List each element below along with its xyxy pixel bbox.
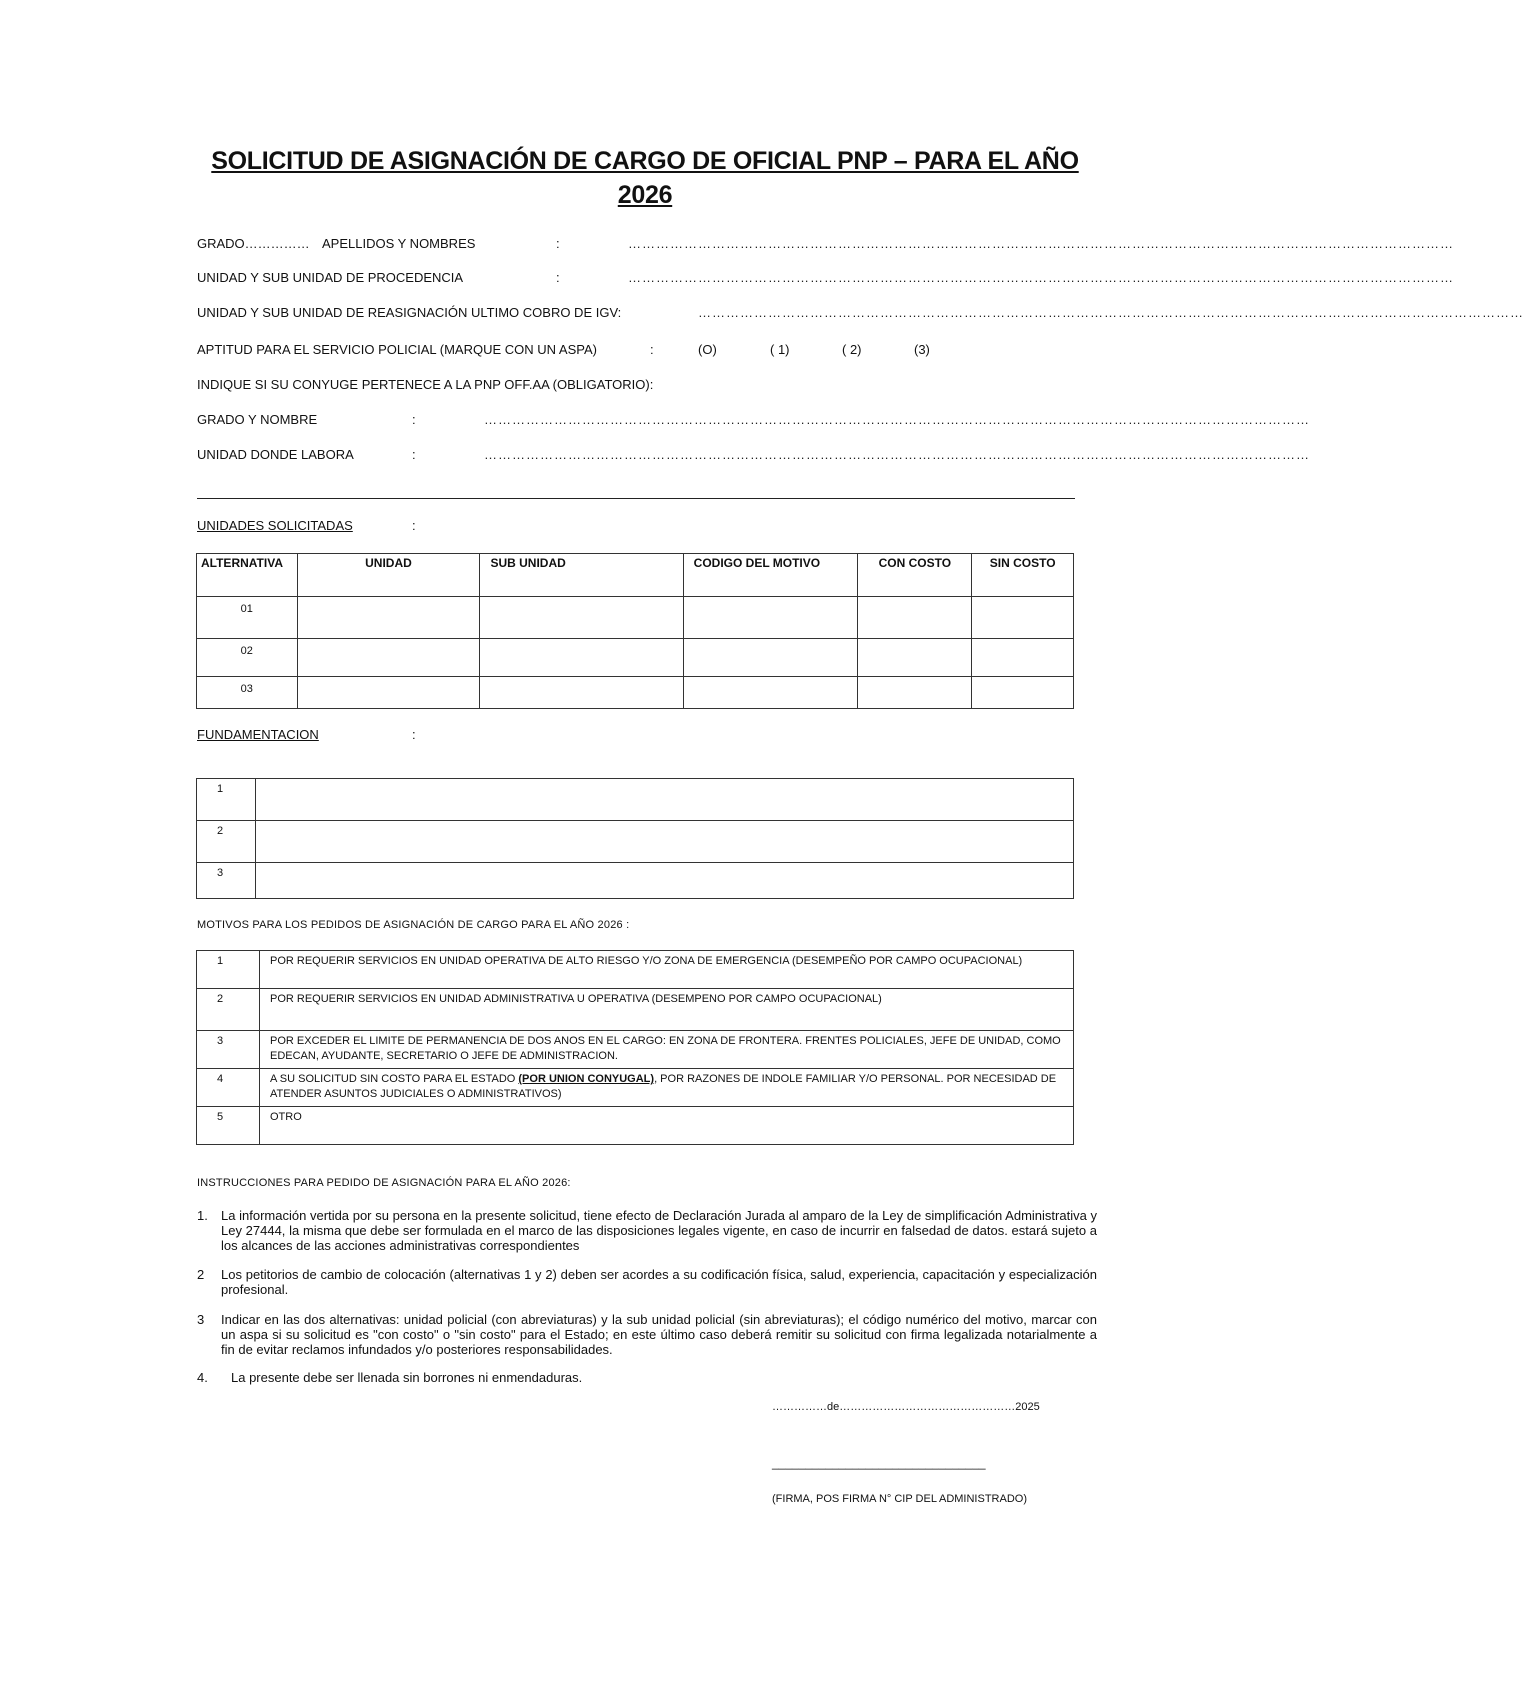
sin-costo-cell[interactable] <box>972 677 1074 709</box>
colon: : <box>412 727 416 742</box>
motivos-table <box>196 950 1074 1145</box>
col-sin-costo: SIN COSTO <box>972 554 1074 597</box>
aptitud-label: APTITUD PARA EL SERVICIO POLICIAL (MARQUE CON UN ASPA) <box>197 342 597 357</box>
motivo-text-bold: (POR UNION CONYUGAL) <box>518 1073 655 1085</box>
con-costo-cell[interactable] <box>858 639 972 677</box>
colon: : <box>412 518 416 533</box>
table-row <box>197 1069 1074 1107</box>
unidad-cell[interactable] <box>297 677 480 709</box>
instruccion-item <box>197 1370 1097 1385</box>
motivo-number: 2 <box>197 989 260 1031</box>
motivo-text: OTRO <box>260 1107 1074 1145</box>
motivo-text: POR EXCEDER EL LIMITE DE PERMANENCIA DE DOS ANOS EN EL CARGO: EN ZONA DE FRONTERA. FRENTES POLICIALES, JEFE DE UNIDAD, COMO EDECAN, AYUDANTE, SECRETARIO O JEFE DE ADMINISTRACION. <box>260 1031 1074 1069</box>
colon: : <box>412 412 416 427</box>
col-con-costo: CON COSTO <box>858 554 972 597</box>
motivo-text-post: , POR RAZONES DE INDOLE FAMILIAR Y/O PERSONAL. POR NECESIDAD DE ATENDER ASUNTOS JUDICIALES O ADMINISTRATIVOS) <box>270 1073 1057 1100</box>
motivos-label: MOTIVOS PARA LOS PEDIDOS DE ASIGNACIÓN DE CARGO PARA EL AÑO 2026 : <box>197 919 630 931</box>
colon: : <box>412 447 416 462</box>
table-row <box>197 821 1074 863</box>
unidad-procedencia-blank[interactable]: …………………………………………………………………………………………………………………………………………………………… <box>628 270 1454 285</box>
table-row <box>197 779 1074 821</box>
aptitud-option-o[interactable]: (O) <box>698 342 717 357</box>
sin-costo-cell[interactable] <box>972 639 1074 677</box>
instruccion-number: 4. <box>197 1370 208 1385</box>
unidad-labora-label: UNIDAD DONDE LABORA <box>197 447 354 462</box>
unidad-reasignacion-blank[interactable]: …………………………………………………………………………………………………………………………………………………………… <box>698 305 1524 320</box>
document-title <box>190 144 1100 212</box>
row-number: 3 <box>197 863 256 899</box>
signature-caption: (FIRMA, POS FIRMA N° CIP DEL ADMINISTRADO) <box>772 1493 1027 1505</box>
sub-unidad-cell[interactable] <box>480 597 683 639</box>
apellidos-label: APELLIDOS Y NOMBRES <box>322 236 476 251</box>
row-number: 01 <box>197 597 298 639</box>
instruccion-item <box>197 1267 1097 1297</box>
motivo-text: POR REQUERIR SERVICIOS EN UNIDAD ADMINISTRATIVA U OPERATIVA (DESEMPENO POR CAMPO OCUPACIONAL) <box>260 989 1074 1031</box>
instrucciones-label: INSTRUCCIONES PARA PEDIDO DE ASIGNACIÓN PARA EL AÑO 2026: <box>197 1177 571 1189</box>
unidad-reasignacion-label: UNIDAD Y SUB UNIDAD DE REASIGNACIÓN ULTIMO COBRO DE IGV: <box>197 305 622 320</box>
grado-label: GRADO…………… <box>197 236 310 251</box>
instruccion-number: 1. <box>197 1208 208 1223</box>
instruccion-text: Los petitorios de cambio de colocación (alternativas 1 y 2) deben ser acordes a su codificación física, salud, experiencia, capacitación y especialización profesional. <box>221 1267 1097 1297</box>
col-codigo-motivo: CODIGO DEL MOTIVO <box>683 554 858 597</box>
aptitud-option-1[interactable]: ( 1) <box>770 342 790 357</box>
unidad-cell[interactable] <box>297 639 480 677</box>
motivo-number: 1 <box>197 951 260 989</box>
instruccion-item <box>197 1208 1097 1253</box>
separator-line <box>197 498 1075 499</box>
title-line-2: 2026 <box>617 181 673 209</box>
table-row <box>197 863 1074 899</box>
col-sub-unidad: SUB UNIDAD <box>480 554 683 597</box>
table-row <box>197 1031 1074 1069</box>
sub-unidad-cell[interactable] <box>480 677 683 709</box>
fundamentacion-cell[interactable] <box>256 863 1074 899</box>
table-row <box>197 951 1074 989</box>
title-line-1: SOLICITUD DE ASIGNACIÓN DE CARGO DE OFICIAL PNP – PARA EL AÑO <box>211 147 1079 175</box>
instruccion-text: La presente debe ser llenada sin borrones ni enmendaduras. <box>231 1370 583 1385</box>
con-costo-cell[interactable] <box>858 677 972 709</box>
colon: : <box>650 342 654 357</box>
fundamentacion-table <box>196 778 1074 899</box>
grado-nombre-label: GRADO Y NOMBRE <box>197 412 318 427</box>
unidad-cell[interactable] <box>297 597 480 639</box>
unidad-procedencia-label: UNIDAD Y SUB UNIDAD DE PROCEDENCIA <box>197 270 464 285</box>
table-row <box>197 677 1074 709</box>
colon: : <box>556 236 560 251</box>
codigo-cell[interactable] <box>683 597 858 639</box>
motivo-number: 4 <box>197 1069 260 1107</box>
instruccion-item <box>197 1312 1097 1357</box>
motivo-text: POR REQUERIR SERVICIOS EN UNIDAD OPERATIVA DE ALTO RIESGO Y/O ZONA DE EMERGENCIA (DESEMPEÑO POR CAMPO OCUPACIONAL) <box>260 951 1074 989</box>
aptitud-option-2[interactable]: ( 2) <box>842 342 862 357</box>
fundamentacion-label: FUNDAMENTACION <box>197 727 319 742</box>
instruccion-number: 3 <box>197 1312 205 1327</box>
motivo-number: 3 <box>197 1031 260 1069</box>
instruccion-text: Indicar en las dos alternativas: unidad policial (con abreviaturas) y la sub unidad policial (sin abreviaturas); el código numérico del motivo, marcar con un aspa si su solicitud es "con costo" o "sin costo" para el Estado; en este último caso deberá remitir su solicitud con firma legalizada notarialmente a fin de evitar reclamos infundados y/o posteriores responsabilidades. <box>221 1312 1097 1357</box>
row-number: 03 <box>197 677 298 709</box>
row-number: 2 <box>197 821 256 863</box>
date-line[interactable]: ……………de…………………………………………2025 <box>772 1401 1040 1413</box>
sin-costo-cell[interactable] <box>972 597 1074 639</box>
grado-nombre-blank[interactable]: …………………………………………………………………………………………………………………………………………………………… <box>484 412 1310 427</box>
unidades-table <box>196 553 1074 709</box>
motivo-text-pre: A SU SOLICITUD SIN COSTO PARA EL ESTADO <box>270 1073 519 1085</box>
codigo-cell[interactable] <box>683 677 858 709</box>
unidades-solicitadas-label: UNIDADES SOLICITADAS <box>197 518 353 533</box>
motivo-text <box>260 1069 1074 1107</box>
fundamentacion-cell[interactable] <box>256 821 1074 863</box>
table-row <box>197 639 1074 677</box>
colon: : <box>556 270 560 285</box>
table-header-row <box>197 554 1074 597</box>
col-alternativa: ALTERNATIVA <box>197 554 298 597</box>
table-row <box>197 989 1074 1031</box>
fundamentacion-cell[interactable] <box>256 779 1074 821</box>
apellidos-blank[interactable]: …………………………………………………………………………………………………………………………………………………………… <box>628 236 1454 251</box>
unidad-labora-blank[interactable]: …………………………………………………………………………………………………………………………………………………………… <box>484 447 1310 462</box>
col-unidad: UNIDAD <box>297 554 480 597</box>
signature-line[interactable]: ________________________________ <box>772 1456 986 1470</box>
con-costo-cell[interactable] <box>858 597 972 639</box>
aptitud-option-3[interactable]: (3) <box>914 342 930 357</box>
codigo-cell[interactable] <box>683 639 858 677</box>
row-number: 1 <box>197 779 256 821</box>
instruccion-number: 2 <box>197 1267 205 1282</box>
table-row <box>197 597 1074 639</box>
sub-unidad-cell[interactable] <box>480 639 683 677</box>
motivo-number: 5 <box>197 1107 260 1145</box>
instruccion-text: La información vertida por su persona en la presente solicitud, tiene efecto de Declaración Jurada al amparo de la Ley de simplificación Administrativa y Ley 27444, la misma que debe ser formulada en el marco de las disposiciones legales vigente, en caso de incurrir en falsedad de datos. estará sujeto a los alcances de las acciones administrativas correspondientes <box>221 1208 1097 1253</box>
conyuge-label: INDIQUE SI SU CONYUGE PERTENECE A LA PNP OFF.AA (OBLIGATORIO): <box>197 377 654 392</box>
table-row <box>197 1107 1074 1145</box>
row-number: 02 <box>197 639 298 677</box>
